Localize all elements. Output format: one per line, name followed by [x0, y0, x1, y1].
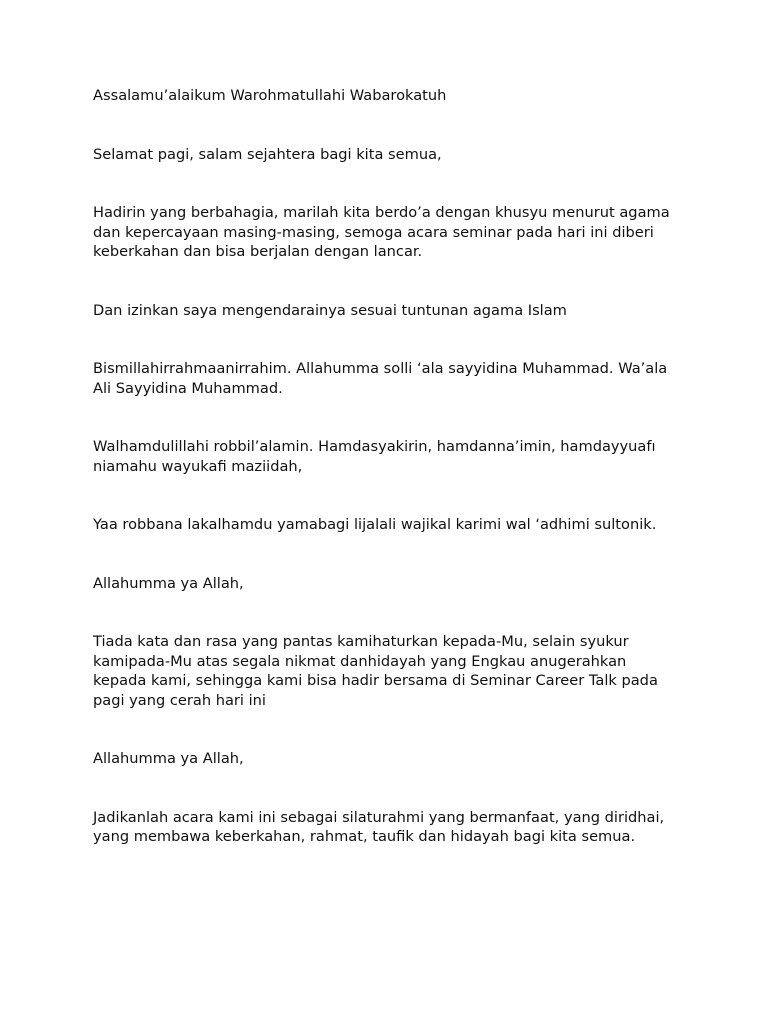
praise-paragraph: Yaa robbana lakalhamdu yamabagi lijalali wajikal karimi wal ‘adhimi sultonik.: [93, 516, 657, 533]
prayer-invitation-paragraph: Hadirin yang berbahagia, marilah kita berdo’a dengan khusyu menurut agama dan kepercayaan masing-masing, semoga acara seminar pada hari ini diberi keberkahan dan bisa berjalan dengan lancar.: [93, 204, 670, 260]
closing-prayer-paragraph: Jadikanlah acara kami ini sebagai silaturahmi yang bermanfaat, yang diridhai, yang membawa keberkahan, rahmat, taufik dan hidayah bagi kita semua.: [93, 808, 665, 845]
gratitude-paragraph: Tiada kata dan rasa yang pantas kamihaturkan kepada-Mu, selain syukur kamipada-Mu atas segala nikmat danhidayah yang Engkau anugerahkan kepada kami, sehingga kami bisa hadir bersama di Seminar Career Talk pada pagi yang cerah hari ini: [93, 633, 658, 709]
invocation-paragraph-1: Allahumma ya Allah,: [93, 574, 244, 592]
salutation-paragraph: Selamat pagi, salam sejahtera bagi kita semua,: [93, 145, 442, 163]
invocation-paragraph-2: Allahumma ya Allah,: [93, 750, 244, 767]
greeting-paragraph: Assalamu’alaikum Warohmatullahi Wabarokatuh: [93, 87, 447, 104]
permission-paragraph: Dan izinkan saya mengendarainya sesuai tuntunan agama Islam: [93, 301, 567, 319]
document-page: [93, 86, 683, 847]
bismillah-paragraph: Bismillahirrahmaanirrahim. Allahumma solli ‘ala sayyidina Muhammad. Wa’ala Ali Sayyidina Muhammad.: [93, 360, 668, 397]
hamdalah-paragraph: Walhamdulillahi robbil’alamin. Hamdasyakirin, hamdanna’imin, hamdayyuafı niamahu wayukafi maziidah,: [93, 438, 656, 475]
